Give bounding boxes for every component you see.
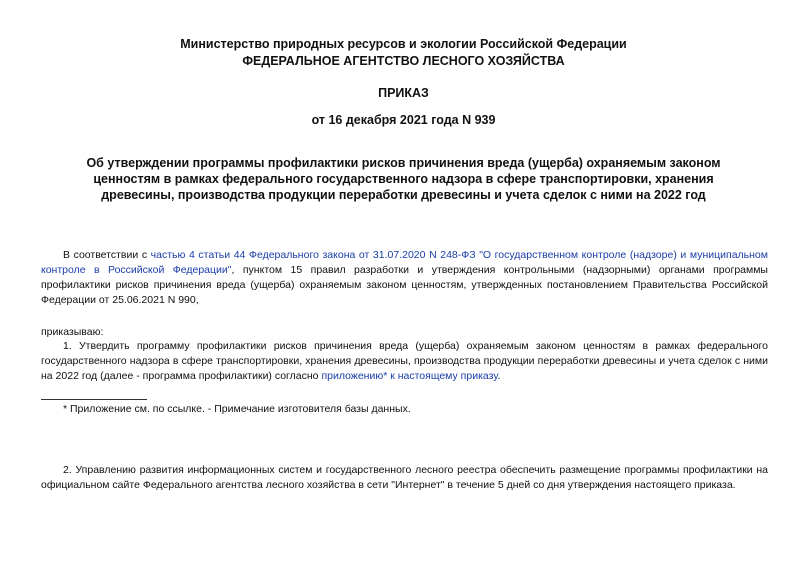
date-and-number: от 16 декабря 2021 года N 939 (311, 113, 496, 127)
preamble-paragraph (41, 248, 768, 308)
agency-name: ФЕДЕРАЛЬНОЕ АГЕНТСТВО ЛЕСНОГО ХОЗЯЙСТВА (242, 54, 565, 68)
ministry-name: Министерство природных ресурсов и экологии Российской Федерации (180, 37, 627, 51)
title-line: ценностям в рамках федерального государственного надзора в сфере транспортировки, хранения (93, 172, 714, 186)
item-1-end: . (497, 370, 501, 382)
item-1-text: 1. Утвердить программу профилактики рисков причинения вреда (ущерба) охраняемым законом ценностям в рамках федерального государственного надзора в сфере транспортировки, хранения древесины, производства продукции переработки древесины и учета сделок с ними на 2022 год (далее - программа профилактики) согласно (41, 340, 768, 382)
federal-law-link[interactable]: частью 4 статьи 44 Федерального закона от 31.07.2020 N 248-ФЗ "О государственном контроле (надзоре) и муниципальном контроле в Российской Федерации" (41, 249, 768, 276)
preamble-prefix: В соответствии с (63, 249, 151, 261)
document-type: ПРИКАЗ (378, 86, 429, 100)
document-title (50, 155, 757, 203)
order-word: приказываю: (41, 326, 104, 338)
title-line: древесины, производства продукции переработки древесины и учета сделок с ними на 2022 год (101, 188, 706, 202)
preamble-suffix: , пунктом 15 правил разработки и утверждения контрольными (надзорными) органами программы профилактики рисков причинения вреда (ущерба) охраняемым законом ценностям, утвержденных постановлением Правительства Российской Федерации от 25.06.2021 N 990, (41, 264, 768, 306)
footnote: * Приложение см. по ссылке. - Примечание изготовителя базы данных. (63, 403, 411, 415)
appendix-link[interactable]: приложению* к настоящему приказу (321, 370, 498, 382)
item-2-paragraph: 2. Управлению развития информационных систем и государственного лесного реестра обеспечить размещение программы профилактики на официальном сайте Федерального агентства лесного хозяйства в сети "Интернет" в течение 5 дней со дня утверждения настоящего приказа. (41, 464, 768, 491)
item-1-paragraph (41, 339, 768, 384)
footnote-divider (41, 399, 147, 400)
title-line: Об утверждении программы профилактики рисков причинения вреда (ущерба) охраняемым законом (86, 156, 721, 170)
